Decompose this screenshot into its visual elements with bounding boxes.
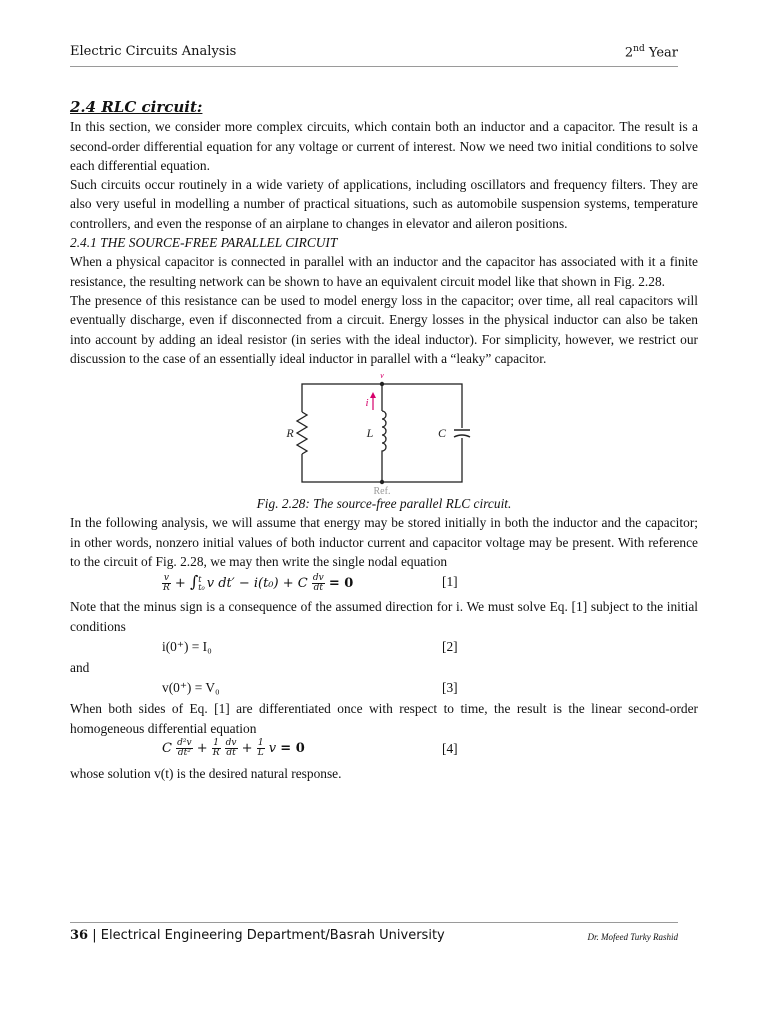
equation-4: C $\frac{\text{d²v}}{\text{dt²}}$ + $\frac{1}{R}$ $\frac{dv}{dt}$ + $\frac{1}{L}$ v = 0 (162, 737, 305, 758)
node-v (380, 382, 384, 386)
figure-caption: Fig. 2.28: The source-free parallel RLC circuit. (256, 496, 512, 512)
analysis-paragraph-1: In the following analysis, we will assume that energy may be stored initially in both the inductor and the capacitor; in other words, nonzero initial values of both inductor current and capacitor voltage may be present. With reference to the circuit of Fig. 2.28, we may then write the single nodal equation (70, 515, 698, 570)
equation-4-row (70, 739, 698, 763)
label-L: L (366, 426, 374, 441)
label-i: i (365, 397, 369, 410)
equation-2-number: [2] (442, 638, 458, 654)
section-paragraph-2: Such circuits occur routinely in a wide variety of applications, including oscillators and frequency filters. They are also very useful in modelling a number of practical situations, such as automobile suspension systems, temperature controllers, and even the response of an airplane to changes in elevator and aileron positions. (70, 177, 698, 231)
footer-left: 36 | Electrical Engineering Department/Basrah University (70, 928, 445, 943)
equation-2-row (70, 637, 698, 657)
footer-department: Electrical Engineering Department/Basrah University (100, 928, 445, 943)
header-year: 2nd Year (624, 44, 678, 61)
section-paragraph-1: In this section, we consider more complex circuits, which contain both an inductor and a capacitor. The result is a second-order differential equation for any voltage or current of interest. Now we need two initial conditions to solve each differential equation. (70, 119, 698, 173)
node-ref (380, 480, 384, 484)
header-course-title: Electric Circuits Analysis (70, 44, 237, 59)
page-footer (70, 922, 678, 947)
subsection-title: 2.4.1 THE SOURCE-FREE PARALLEL CIRCUIT (70, 235, 338, 251)
section-title: 2.4 RLC circuit: (70, 98, 203, 116)
analysis-paragraph-2: Note that the minus sign is a consequence of the assumed direction for i. We must solve Eq. [1] subject to the initial conditions (70, 599, 698, 634)
equation-4-number: [4] (442, 740, 458, 756)
equation-2: i(0⁺) = I₀ (162, 638, 212, 654)
subsection-paragraph-2: The presence of this resistance can be used to model energy loss in the capacitor; over time, all real capacitors will eventually discharge, even if disconnected from a circuit. Energy losses in the physical inductor can also be taken into account by adding an ideal resistor (in series with the ideal inductor). For simplicity, however, we restrict our discussion to the case of an essentially ideal inductor in parallel with a “leaky” capacitor. (70, 292, 698, 366)
footer-author: Dr. Mofeed Turky Rashid (587, 932, 678, 942)
label-v: v (380, 374, 384, 381)
equation-1: $\frac{v}{R}$ + ∫ t t₀ v dt′ − i(t₀) + C $\frac{dv}{dt}$ = 0 (163, 572, 354, 594)
analysis-paragraph-4: whose solution v(t) is the desired natural response. (70, 765, 342, 781)
rlc-circuit-diagram (282, 374, 482, 494)
page-header (70, 40, 678, 67)
analysis-paragraph-3: When both sides of Eq. [1] are differentiated once with respect to time, the result is the linear second-order homogeneous differential equation (70, 701, 698, 736)
label-C: C (437, 426, 447, 441)
equation-1-number: [1] (442, 574, 458, 590)
equation-3: v(0⁺) = V₀ (162, 680, 220, 696)
figure-rlc-circuit (70, 374, 698, 494)
equation-3-number: [3] (442, 680, 458, 696)
label-ref: Ref. (373, 486, 391, 495)
page-content (70, 98, 698, 783)
label-R: R (286, 426, 294, 441)
subsection-paragraph-1: When a physical capacitor is connected in parallel with an inductor and the capacitor has associated with it a finite resistance, the resulting network can be shown to have an equivalent circuit model like that shown in Fig. 2.28. (70, 254, 698, 289)
equation-3-row (70, 678, 698, 698)
and-text: and (70, 659, 90, 675)
page-number: 36 (70, 928, 89, 943)
equation-1-row (70, 572, 698, 596)
